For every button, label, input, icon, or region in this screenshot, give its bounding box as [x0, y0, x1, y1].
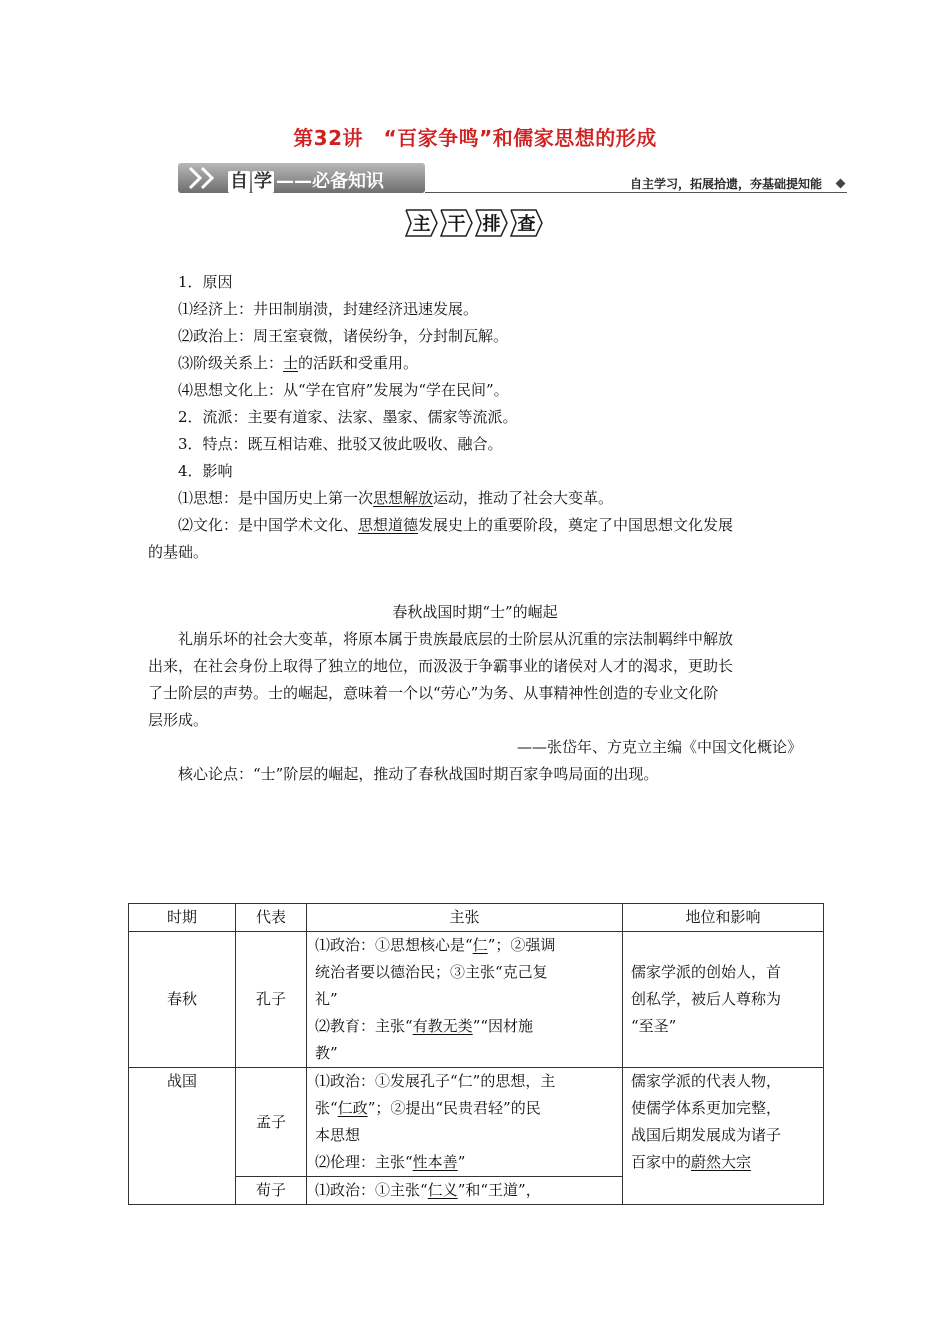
- list-item: 的基础。: [148, 543, 209, 561]
- reading-paragraph: 了士阶层的声势。士的崛起，意味着一个以“劳心”为务、从事精神性创造的专业文化阶: [148, 684, 719, 702]
- core-argument: 核心论点：“士”阶层的崛起，推动了春秋战国时期百家争鸣局面的出现。: [178, 765, 659, 783]
- status-cell: 儒家学派的创始人，首 创私学，被后人尊称为 “至圣”: [623, 932, 824, 1068]
- section-banner-label: [228, 167, 384, 191]
- claims-cell: ⑴政治：①主张“仁义”和“王道”，: [307, 1177, 623, 1205]
- banner-label-rest: ——必备知识: [276, 171, 384, 192]
- heading-char-cell: 排: [475, 209, 508, 237]
- subsection-heading: [405, 209, 543, 239]
- reading-source: ——张岱年、方克立主编《中国文化概论》: [516, 738, 802, 756]
- representative-cell: 孟子: [236, 1068, 307, 1177]
- table-header: 代表: [236, 904, 307, 932]
- page-title: 第32讲 “百家争鸣”和儒家思想的形成: [293, 126, 657, 150]
- table-header: 主张: [307, 904, 623, 932]
- double-chevron-icon: [186, 165, 226, 191]
- list-item: 2．流派：主要有道家、法家、墨家、儒家等流派。: [178, 408, 518, 426]
- status-cell: 儒家学派的代表人物， 使儒学体系更加完整， 战国后期发展成为诸子 百家中的蔚然大宗: [623, 1068, 824, 1205]
- list-item: 4．影响: [178, 462, 233, 480]
- claims-cell: ⑴政治：①思想核心是“仁”；②强调 统治者要以德治民；③主张“克己复 礼” ⑵教育：主张“有教无类”“因材施 教”: [307, 932, 623, 1068]
- table-header: 时期: [129, 904, 236, 932]
- list-item: ⑷思想文化上：从“学在官府”发展为“学在民间”。: [178, 381, 509, 399]
- confucianism-table: [128, 903, 824, 1205]
- representative-cell: 孔子: [236, 932, 307, 1068]
- reading-paragraph: 层形成。: [148, 711, 209, 729]
- table-header: 地位和影响: [623, 904, 824, 932]
- heading-char-cell: 主: [405, 209, 438, 237]
- diamond-icon: [836, 179, 846, 189]
- banner-box-char: 自: [230, 171, 248, 192]
- banner-tagline: 自主学习，拓展拾遗，夯基础提知能: [630, 177, 823, 191]
- table-header-row: [129, 904, 824, 932]
- heading-char-cell: 干: [440, 209, 473, 237]
- heading-char-cell: 查: [510, 209, 543, 237]
- list-item: ⑴经济上：井田制崩溃，封建经济迅速发展。: [178, 300, 479, 318]
- reading-heading: 春秋战国时期“士”的崛起: [392, 603, 558, 621]
- list-item: ⑵文化：是中国学术文化、思想道德发展史上的重要阶段，奠定了中国思想文化发展: [178, 516, 734, 534]
- representative-cell: 荀子: [236, 1177, 307, 1205]
- reading-paragraph: 出来，在社会身份上取得了独立的地位，而汲汲于争霸事业的诸侯对人才的渴求，更助长: [148, 657, 734, 675]
- list-item: 1．原因: [178, 273, 233, 291]
- list-item: ⑴思想：是中国历史上第一次思想解放运动，推动了社会大变革。: [178, 489, 614, 507]
- table-row: [129, 932, 824, 1068]
- list-item: ⑶阶级关系上：士的活跃和受重用。: [178, 354, 419, 372]
- claims-cell: ⑴政治：①发展孔子“仁”的思想，主 张“仁政”；②提出“民贵君轻”的民 本思想 ⑵伦理：主张“性本善”: [307, 1068, 623, 1177]
- banner-box-char: 学: [254, 171, 272, 192]
- period-cell: 春秋: [129, 932, 236, 1068]
- list-item: ⑵政治上：周王室衰微，诸侯纷争，分封制瓦解。: [178, 327, 509, 345]
- divider: [425, 192, 847, 193]
- list-item: 3．特点：既互相诘难、批驳又彼此吸收、融合。: [178, 435, 503, 453]
- period-cell: 战国: [129, 1068, 236, 1205]
- table-row: [129, 1068, 824, 1177]
- reading-paragraph: 礼崩乐坏的社会大变革，将原本属于贵族最底层的士阶层从沉重的宗法制羁绊中解放: [178, 630, 734, 648]
